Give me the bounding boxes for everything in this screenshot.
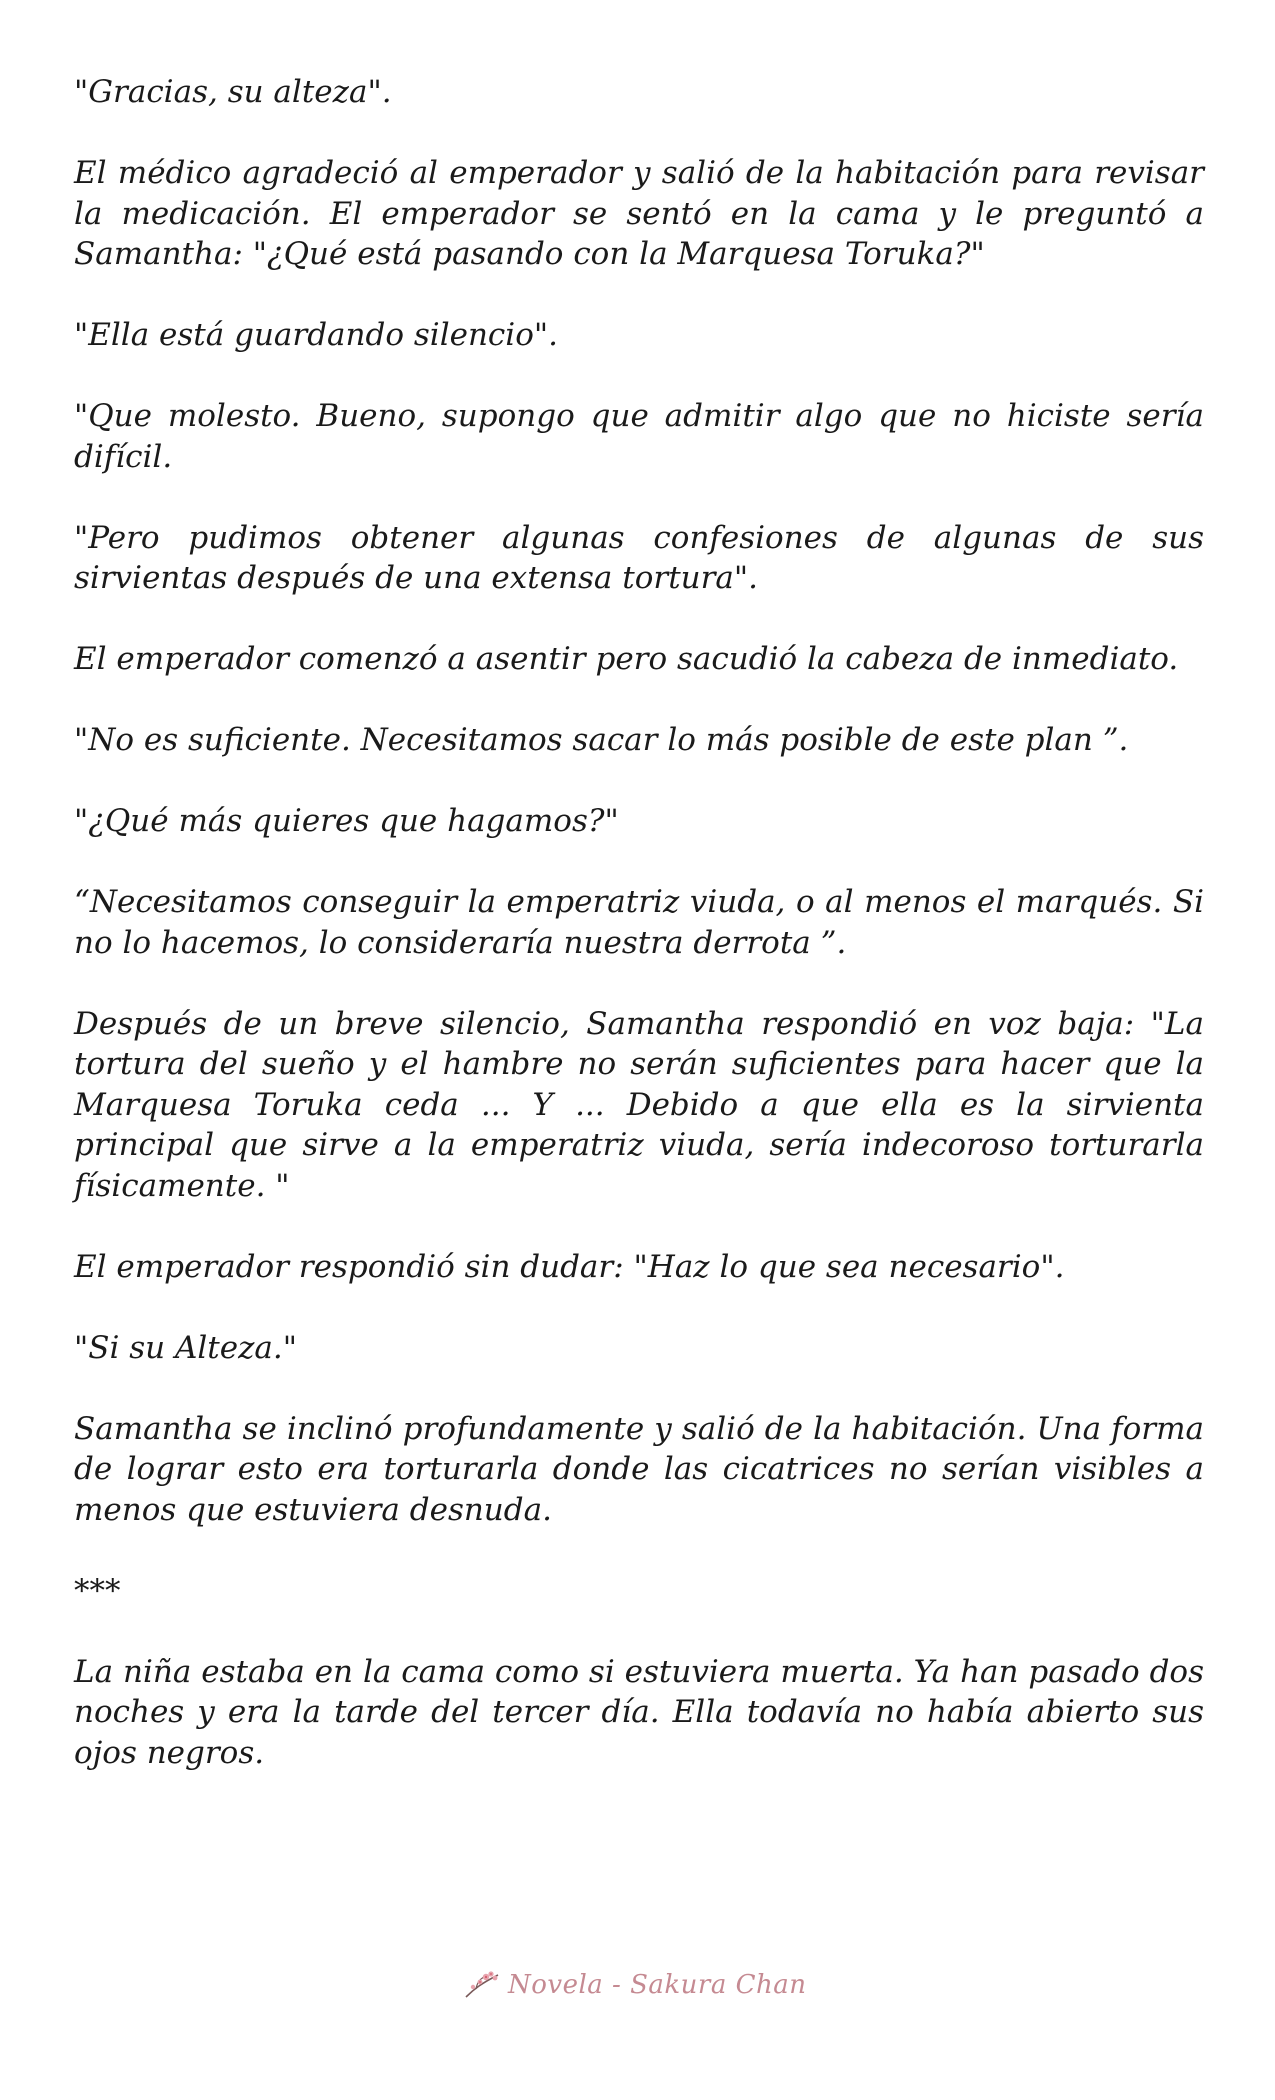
cherry-blossom-icon [462,1967,502,2003]
paragraph: "Ella está guardando silencio". [74,317,558,353]
footer-brand-text: Novela - Sakura Chan [508,1970,807,2000]
paragraph: "Gracias, su alteza". [74,74,392,110]
paragraph: El médico agradeció al emperador y salió de la habitación para revisar la medicación. El emperador se sentó en la cama y le preguntó a Samantha: "¿Qué está pasando con la Marquesa Toruka?" [74,155,1204,272]
paragraph: El emperador comenzó a asentir pero sacudió la cabeza de inmediato. [74,641,1179,677]
story-text [74,72,1204,1814]
paragraph: “Necesitamos conseguir la emperatriz viuda, o al menos el marqués. Si no lo hacemos, lo consideraría nuestra derrota ”. [74,884,1204,961]
paragraph: "Si su Alteza." [74,1329,298,1366]
paragraph: "Pero pudimos obtener algunas confesiones de algunas de sus sirvientas después de una extensa tortura". [74,519,1204,596]
scene-break: *** [74,1572,121,1609]
paragraph: Samantha se inclinó profundamente y salió de la habitación. Una forma de lograr esto era torturarla donde las cicatrices no serían visibles a menos que estuviera desnuda. [74,1410,1204,1528]
paragraph: Después de un breve silencio, Samantha respondió en voz baja: "La tortura del sueño y el hambre no serán suficientes para hacer que la Marquesa Toruka ceda ... Y ... Debido a que ella es la sirvienta principal que sirve a la emperatriz viuda, sería indecoroso torturarla físicamente. " [74,1005,1204,1204]
footer-watermark [462,1960,807,2010]
paragraph: "¿Qué más quieres que hagamos?" [74,803,619,839]
paragraph: "Que molesto. Bueno, supongo que admitir algo que no hiciste sería difícil. [74,398,1204,475]
paragraph: El emperador respondió sin dudar: "Haz lo que sea necesario". [74,1248,1065,1285]
paragraph: La niña estaba en la cama como si estuviera muerta. Ya han pasado dos noches y era la tarde del tercer día. Ella todavía no había abierto sus ojos negros. [74,1653,1204,1771]
paragraph: "No es suficiente. Necesitamos sacar lo más posible de este plan ”. [74,722,1129,758]
